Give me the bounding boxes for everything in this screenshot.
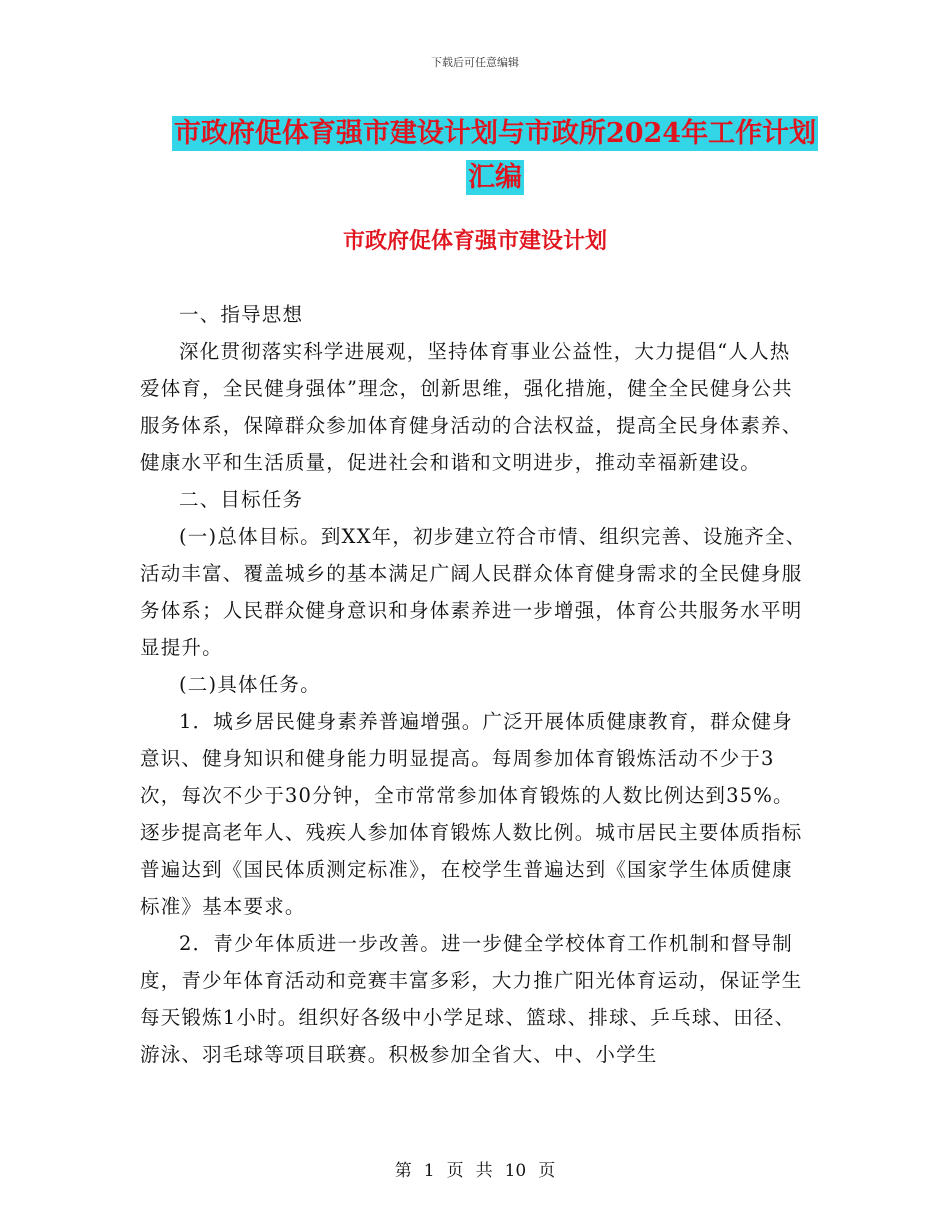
document-title-line-1: 市政府促体育强市建设计划与市政所2024年工作计划 <box>173 118 817 149</box>
document-body <box>140 296 808 1073</box>
paragraph: 2．青少年体质进一步改善。进一步健全学校体育工作机制和督导制度，青少年体育活动和竞赛丰富多彩，大力推广阳光体育运动，保证学生每天锻炼1小时。组织好各级中小学足球、篮球、排球、乒乓球、田径、游泳、羽毛球等项目联赛。积极参加全省大、中、小学生 <box>140 932 803 1066</box>
paragraph: 1．城乡居民健身素养普遍增强。广泛开展体质健康教育，群众健身意识、健身知识和健身能力明显提高。每周参加体育锻炼活动不少于3次，每次不少于30分钟，全市常常参加体育锻炼的人数比例达到35%。逐步提高老年人、残疾人参加体育锻炼人数比例。城市居民主要体质指标普遍达到《国民体质测定标准》，在校学生普遍达到《国家学生体质健康标准》基本要求。 <box>140 710 803 918</box>
document-title <box>140 112 850 200</box>
document-title-line-2: 汇编 <box>468 162 522 193</box>
paragraph: 深化贯彻落实科学进展观，坚持体育事业公益性，大力提倡“人人热爱体育，全民健身强体”理念，创新思维，强化措施，健全全民健身公共服务体系，保障群众参加体育健身活动的合法权益，提高全民身体素养、健康水平和生活质量，促进社会和谐和文明进步，推动幸福新建设。 <box>140 340 803 474</box>
page-label: 页 <box>446 1161 464 1181</box>
page-label: 第 <box>394 1161 412 1181</box>
paragraph: 二、目标任务 <box>179 488 304 511</box>
paragraph: (一)总体目标。到XX年，初步建立符合市情、组织完善、设施齐全、活动丰富、覆盖城乡的基本满足广阔人民群众体育健身需求的全民健身服务体系；人民群众健身意识和身体素养进一步增强，体育公共服务水平明显提升。 <box>140 525 807 659</box>
header-note: 下载后可任意编辑 <box>431 56 519 69</box>
page-current: 1 <box>423 1161 435 1181</box>
page-label: 共 <box>475 1161 493 1181</box>
page-footer <box>0 1156 950 1181</box>
page-total: 10 <box>504 1161 527 1181</box>
page-label: 页 <box>538 1161 556 1181</box>
paragraph: (二)具体任务。 <box>179 673 321 696</box>
section-title: 市政府促体育强市建设计划 <box>342 228 607 254</box>
paragraph: 一、指导思想 <box>179 303 304 326</box>
